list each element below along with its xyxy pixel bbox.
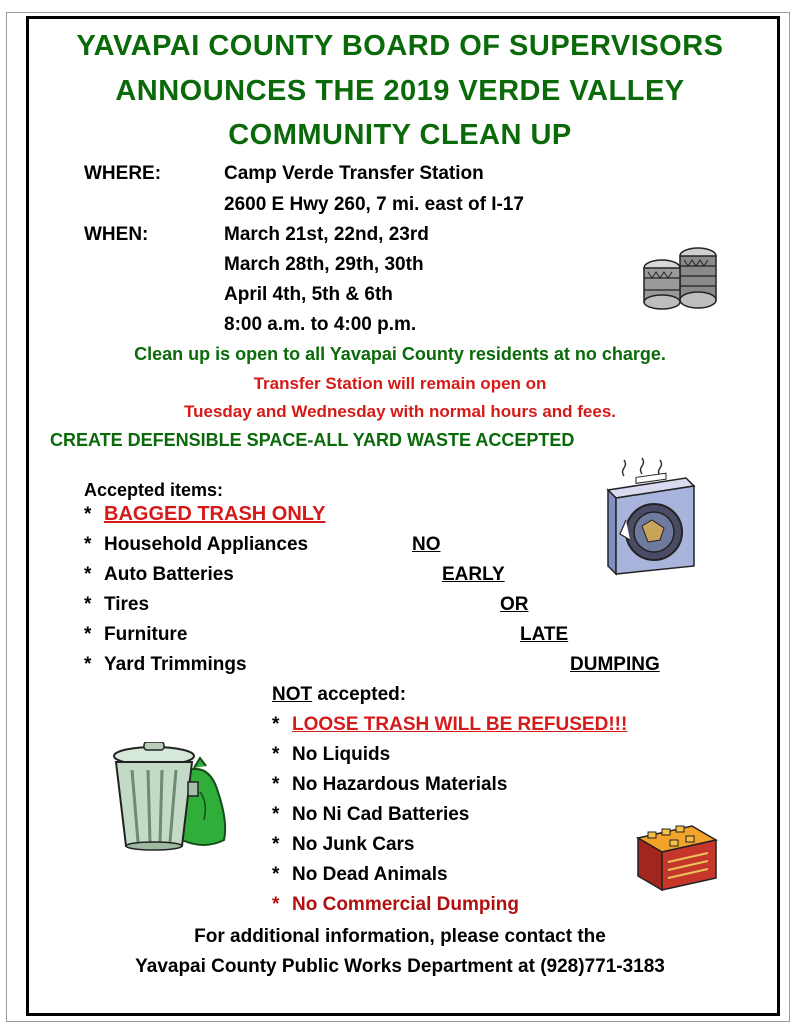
accepted-bullet-5: * [84, 624, 92, 645]
not-accepted-item-junk-cars: No Junk Cars [292, 834, 415, 855]
not-accepted-item-dead-animals: No Dead Animals [292, 864, 448, 885]
no-dumping-word-no: NO [412, 534, 441, 555]
title-line-1: YAVAPAI COUNTY BOARD OF SUPERVISORS [76, 30, 724, 62]
not-accepted-bullet-3: * [272, 774, 280, 795]
no-dumping-word-late: LATE [520, 624, 569, 645]
not-accepted-heading-not: NOT [272, 684, 313, 705]
not-accepted-bullet-6: * [272, 864, 280, 885]
car-battery-icon [632, 812, 720, 892]
transfer-notice-2: Tuesday and Wednesday with normal hours and fees. [183, 402, 617, 421]
accepted-item-batteries: Auto Batteries [104, 564, 234, 585]
accepted-bullet-6: * [84, 654, 92, 675]
trash-can-icon [104, 742, 236, 852]
when-line-1: March 21st, 22nd, 23rd [224, 224, 429, 245]
not-accepted-item-hazardous: No Hazardous Materials [292, 774, 508, 795]
not-accepted-bullet-5: * [272, 834, 280, 855]
accepted-bullet-4: * [84, 594, 92, 615]
not-accepted-bullet-2: * [272, 744, 280, 765]
not-accepted-item-liquids: No Liquids [292, 744, 391, 765]
where-line-1: Camp Verde Transfer Station [224, 163, 484, 184]
defensible-space-notice: CREATE DEFENSIBLE SPACE-ALL YARD WASTE ACCEPTED [50, 430, 575, 450]
contact-line-2: Yavapai County Public Works Department at (928)771-3183 [135, 956, 665, 977]
accepted-heading: Accepted items: [84, 480, 224, 500]
not-accepted-item-nicad: No Ni Cad Batteries [292, 804, 470, 825]
tires-icon [640, 246, 718, 310]
accepted-item-tires: Tires [104, 594, 150, 615]
where-line-2: 2600 E Hwy 260, 7 mi. east of I-17 [224, 194, 524, 215]
accepted-bullet-2: * [84, 534, 92, 555]
not-accepted-heading [272, 684, 406, 706]
not-accepted-bullet-7: * [272, 894, 280, 915]
accepted-bullet-3: * [84, 564, 92, 585]
title-line-2: ANNOUNCES THE 2019 VERDE VALLEY [115, 75, 685, 107]
accepted-item-bagged-trash: BAGGED TRASH ONLY [104, 503, 326, 525]
not-accepted-bullet-1: * [272, 714, 280, 735]
open-notice: Clean up is open to all Yavapai County residents at no charge. [134, 344, 666, 364]
accepted-bullet-1: * [84, 504, 92, 525]
accepted-item-furniture: Furniture [104, 624, 188, 645]
where-label: WHERE: [84, 163, 162, 184]
when-line-2: March 28th, 29th, 30th [224, 254, 424, 275]
when-line-3: April 4th, 5th & 6th [224, 284, 393, 305]
accepted-item-appliances: Household Appliances [104, 534, 309, 555]
contact-line-1: For additional information, please contact the [194, 926, 606, 947]
not-accepted-bullet-4: * [272, 804, 280, 825]
transfer-notice-1: Transfer Station will remain open on [253, 374, 547, 393]
not-accepted-item-loose-trash: LOOSE TRASH WILL BE REFUSED!!! [292, 714, 628, 735]
not-accepted-item-commercial: No Commercial Dumping [292, 894, 519, 915]
no-dumping-word-early: EARLY [442, 564, 505, 585]
no-dumping-word-dumping: DUMPING [570, 654, 660, 675]
accepted-item-yard: Yard Trimmings [104, 654, 247, 675]
dryer-icon [596, 456, 700, 582]
when-label: WHEN: [84, 224, 149, 245]
no-dumping-word-or: OR [500, 594, 529, 615]
title-line-3: COMMUNITY CLEAN UP [228, 119, 572, 151]
when-line-4: 8:00 a.m. to 4:00 p.m. [224, 314, 417, 335]
not-accepted-heading-rest: accepted: [312, 684, 407, 705]
